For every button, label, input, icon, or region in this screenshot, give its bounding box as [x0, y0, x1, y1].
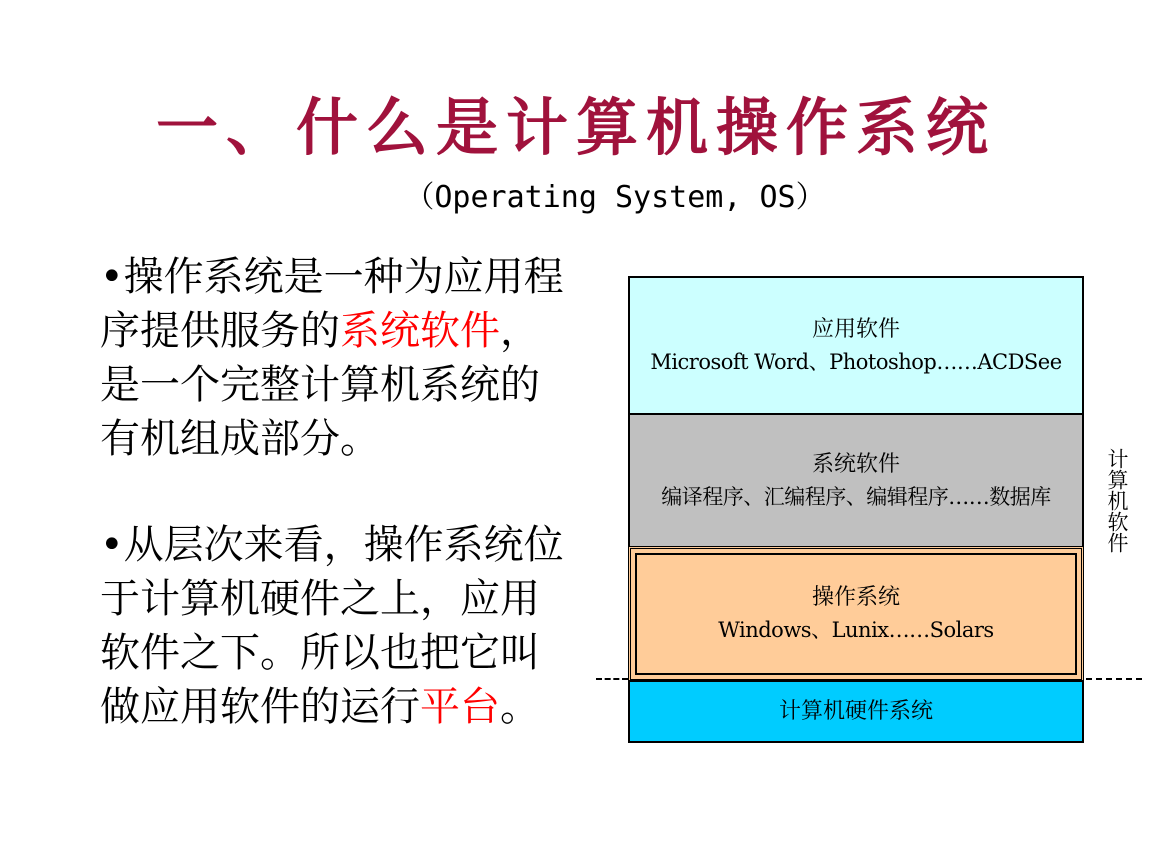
bullet-definition — [100, 250, 570, 466]
layer-name: 系统软件 — [811, 451, 900, 477]
layer-examples: Windows、Lunix……Solars — [718, 618, 994, 642]
highlight-text: 系统软件 — [340, 308, 500, 354]
boundary-dashed-line-left — [596, 678, 628, 680]
bullet-layering — [100, 518, 570, 734]
highlight-text: 平台 — [420, 684, 500, 730]
bullet-text: 。 — [500, 684, 540, 730]
software-side-label: 计算机软件 — [1105, 448, 1129, 553]
layer-examples: Microsoft Word、Photoshop……ACDSee — [650, 349, 1062, 374]
layer-hardware — [628, 680, 1084, 743]
page-subtitle: （Operating System, OS） — [404, 180, 826, 215]
bullet-text: •操作系统是一种为应用程序提供服务的 — [100, 254, 564, 354]
layer-name: 操作系统 — [811, 585, 900, 610]
layer-name: 应用软件 — [811, 316, 900, 342]
layer-examples: 编译程序、汇编程序、编辑程序……数据库 — [661, 484, 1051, 509]
boundary-dashed-line-right — [1086, 678, 1142, 680]
layer-name: 计算机硬件系统 — [778, 698, 933, 724]
layer-system-software — [628, 413, 1084, 548]
page-title: 一、什么是计算机操作系统 — [155, 91, 996, 164]
bullet-text: ，是一个完整计算机系统的有机组成部分。 — [100, 308, 540, 462]
bullet-text: •从层次来看，操作系统位于计算机硬件之上，应用软件之下。所以也把它叫做应用软件的运行 — [100, 522, 564, 730]
layer-application-software — [628, 276, 1084, 415]
layer-operating-system — [628, 546, 1084, 682]
